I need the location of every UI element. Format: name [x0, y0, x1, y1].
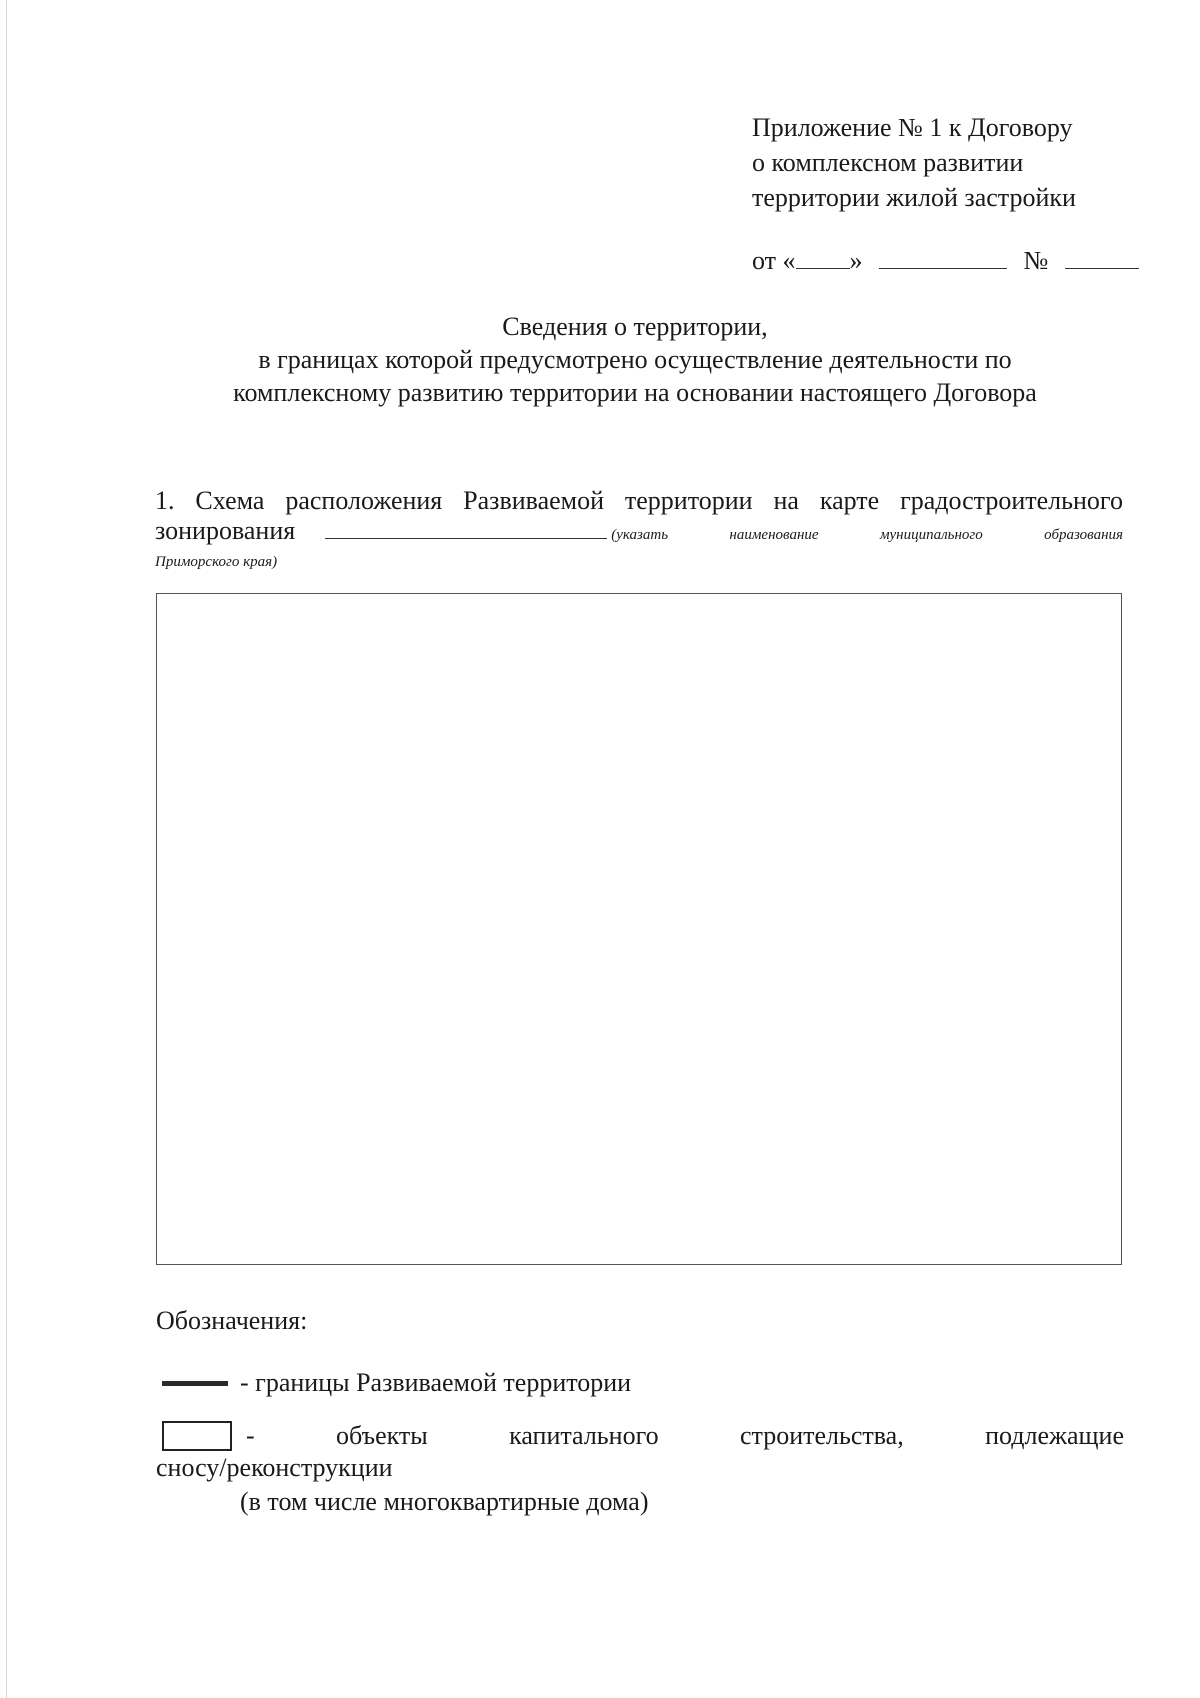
section-1-line2 — [155, 516, 1123, 550]
section-word: на — [773, 486, 799, 515]
section-word: территории — [624, 486, 753, 515]
map-placeholder-frame — [156, 593, 1122, 1265]
section-word: Развиваемой — [463, 486, 605, 515]
title-line2: в границах которой предусмотрено осуществление деятельности по — [258, 345, 1012, 374]
contract-number-blank — [1065, 244, 1139, 269]
section-word: 1. — [155, 486, 175, 515]
title-line3: комплексному развитию территории на основании настоящего Договора — [233, 378, 1037, 407]
note-word: наименование — [729, 527, 819, 543]
section-1-heading — [155, 486, 1123, 572]
note-word: (указать — [611, 527, 669, 543]
appendix-header-line3: территории жилой застройки — [752, 183, 1076, 212]
legend-item-demolition-line1 — [156, 1420, 1124, 1452]
legend-item-demolition — [156, 1420, 1124, 1484]
zoning-word: зонирования — [155, 516, 296, 545]
section-word: Схема — [195, 486, 265, 515]
building-box-icon — [162, 1421, 232, 1451]
section-1-line1 — [155, 486, 1123, 516]
legend-item-demolition-line2: сносу/реконструкции — [156, 1453, 393, 1482]
date-close-quote: » — [849, 246, 863, 275]
appendix-header-line2: о комплексном развитии — [752, 148, 1024, 177]
document-title — [150, 310, 1120, 409]
boundary-line-icon — [162, 1381, 228, 1386]
appendix-header-line1: Приложение № 1 к Договору — [752, 113, 1073, 142]
municipality-note-line2: Приморского края) — [155, 554, 278, 570]
note-word: образования — [1044, 527, 1123, 543]
note-word: муниципального — [879, 527, 983, 543]
appendix-header — [752, 110, 1076, 215]
month-year-blank — [879, 244, 1007, 269]
legend-dash: - — [246, 1421, 255, 1450]
contract-date-line — [752, 244, 1139, 276]
legend-item-boundary — [162, 1368, 631, 1398]
page-edge-line — [6, 0, 7, 1698]
section-word: градостроительного — [900, 486, 1123, 515]
legend-word: капитального — [509, 1421, 659, 1450]
number-sign: № — [1023, 246, 1049, 275]
section-word: карте — [819, 486, 880, 515]
legend-heading: Обозначения: — [156, 1306, 308, 1335]
municipality-note — [611, 520, 1123, 550]
municipality-blank — [325, 518, 607, 539]
legend-word: подлежащие — [985, 1421, 1124, 1450]
date-prefix: от « — [752, 246, 796, 275]
legend-word: объекты — [336, 1421, 428, 1450]
legend-word: строительства, — [739, 1421, 904, 1450]
legend-item-demolition-line3: (в том числе многоквартирные дома) — [240, 1487, 649, 1516]
section-word: расположения — [285, 486, 443, 515]
legend-item-boundary-label: - границы Развиваемой территории — [240, 1368, 632, 1397]
title-line1: Сведения о территории, — [502, 312, 768, 341]
day-blank — [796, 244, 850, 269]
legend-box-with-dash — [156, 1420, 255, 1452]
